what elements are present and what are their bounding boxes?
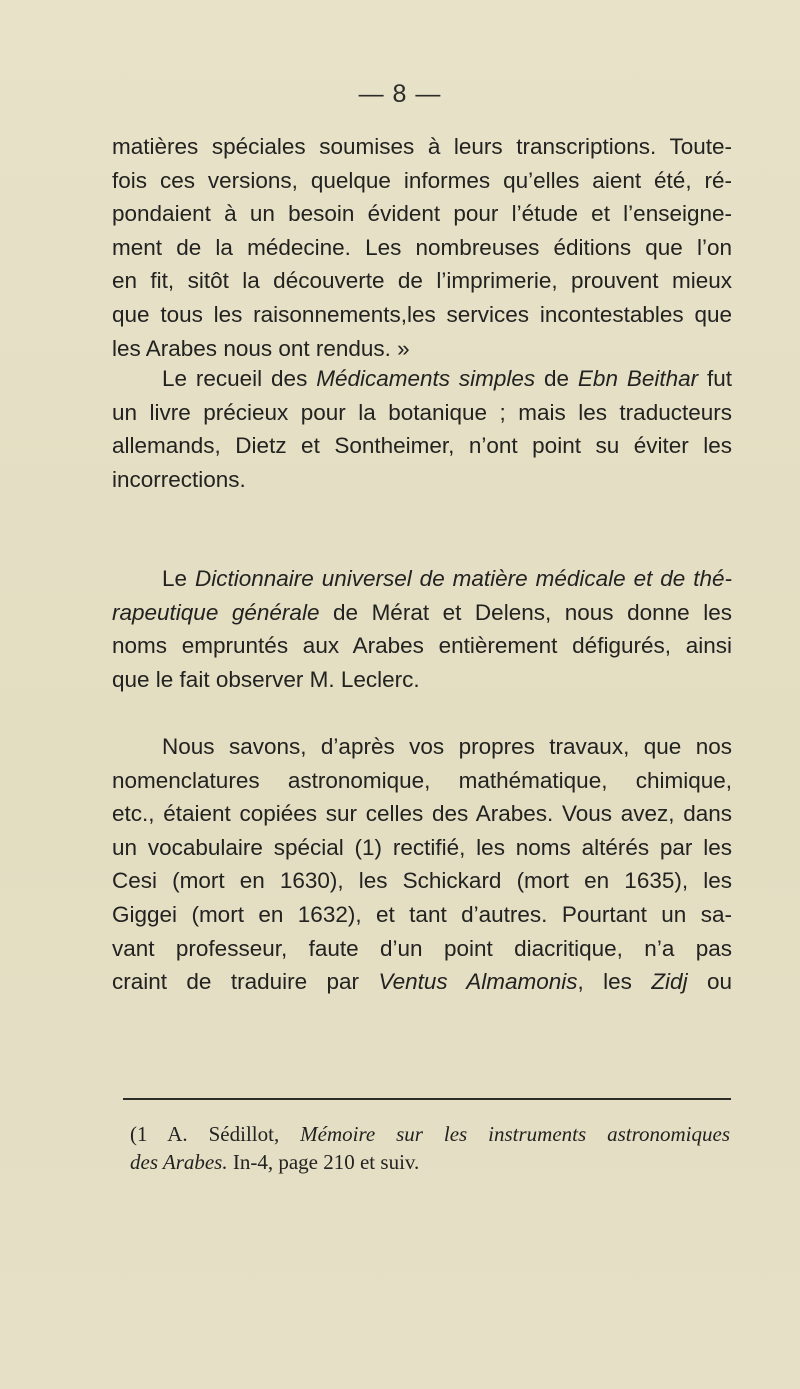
text-run: de Mérat et Delens, nous donne les: [319, 599, 732, 625]
text-run: , les: [577, 969, 652, 995]
paragraph-4: [112, 730, 732, 999]
text-run: In-4, page 210 et suiv.: [227, 1150, 420, 1174]
footnote: [130, 1120, 730, 1176]
text-line: que tous les raisonnements,les services incontestables que: [112, 301, 732, 327]
text-run: Le recueil des: [162, 366, 317, 391]
text-run: craint de traduire par: [112, 969, 379, 995]
text-line: que le fait observer M. Leclerc.: [112, 666, 420, 692]
text-line: fois ces versions, quelque informes qu’elles aient été, ré-: [112, 167, 732, 193]
paragraph-2: [112, 362, 732, 496]
text-line: Giggei (mort en 1632), et tant d’autres. Pourtant un sa-: [112, 901, 732, 927]
text-line: [112, 362, 732, 396]
text-line: [112, 596, 732, 630]
text-line: allemands, Dietz et Sontheimer, n’ont point su éviter les: [112, 433, 732, 459]
text-line: un vocabulaire spécial (1) rectifié, les noms altérés par les: [112, 834, 732, 860]
text-run: de: [535, 366, 578, 391]
text-line: les Arabes nous ont rendus. »: [112, 335, 410, 361]
italic-term: Zidj: [651, 969, 688, 995]
text-line: Cesi (mort en 1630), les Schickard (mort en 1635), les: [112, 868, 732, 894]
text-line: vant professeur, faute d’un point diacritique, n’a pas: [112, 935, 732, 961]
text-line: ment de la médecine. Les nombreuses éditions que l’on: [112, 234, 732, 260]
paragraph-1: [112, 130, 732, 365]
text-run: fut: [698, 366, 733, 391]
page-number: — 8 —: [358, 80, 442, 108]
text-line: en fit, sitôt la découverte de l’imprimerie, prouvent mieux: [112, 268, 732, 294]
text-line: etc., étaient copiées sur celles des Arabes. Vous avez, dans: [112, 801, 732, 827]
text-line: matières spéciales soumises à leurs transcriptions. Toute-: [112, 134, 732, 159]
italic-title: Dictionnaire universel de matière médicale et de thé-: [194, 566, 732, 591]
text-run: (1 A. Sédillot,: [130, 1122, 301, 1146]
italic-title: rapeutique générale: [112, 599, 320, 625]
text-line: noms empruntés aux Arabes entièrement défigurés, ainsi: [112, 633, 732, 659]
italic-term: Ventus Almamonis: [378, 969, 578, 995]
paragraph-3: [112, 562, 732, 696]
italic-title: Mémoire sur les instruments astronomiques: [300, 1122, 730, 1146]
footnote-line: [130, 1148, 730, 1176]
text-run: Le: [162, 566, 195, 591]
text-line: [112, 965, 732, 999]
text-run: ou: [687, 969, 732, 995]
footnote-rule: [123, 1098, 731, 1100]
text-line: pondaient à un besoin évident pour l’étude et l’enseigne-: [112, 201, 732, 227]
italic-author: Ebn Beithar: [577, 366, 699, 391]
text-line: nomenclatures astronomique, mathématique, chimique,: [112, 767, 732, 793]
text-line: [112, 562, 732, 596]
text-line: un livre précieux pour la botanique ; mais les traducteurs: [112, 399, 732, 425]
italic-title: des Arabes.: [130, 1150, 228, 1174]
italic-title: Médicaments simples: [316, 366, 536, 391]
text-line: incorrections.: [112, 466, 246, 492]
footnote-line: [130, 1120, 730, 1148]
text-line: Nous savons, d’après vos propres travaux, que nos: [162, 734, 732, 759]
